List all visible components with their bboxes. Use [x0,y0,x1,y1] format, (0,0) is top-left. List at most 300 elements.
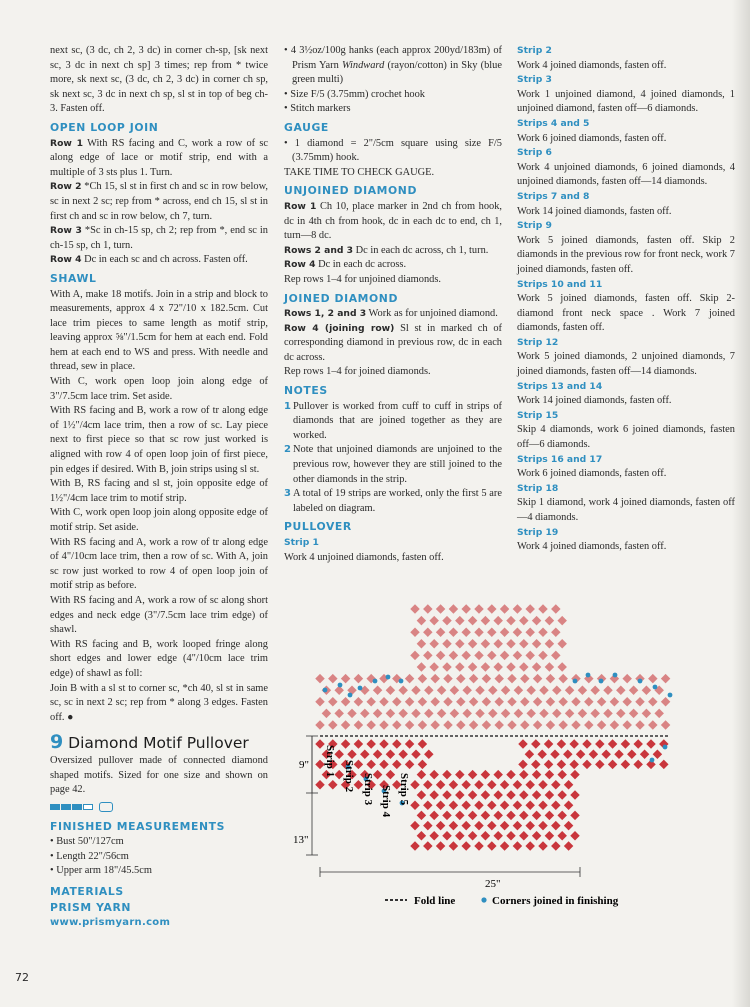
diamond-motif [487,651,497,661]
joined-row: Row 4 (joining row) Sl st in marked ch of corresponding diamond in previous row, dc in each dc across. [284,322,502,363]
diamond-motif [653,749,663,759]
strip-label-3: Strip 3 [362,773,374,806]
diamond-motif [481,790,491,800]
diamond-motif [450,685,460,695]
diamond-motif [373,685,383,695]
strip-text: Skip 4 diamonds, work 6 joined diamonds, fasten off—6 diamonds. [517,424,735,451]
corner-join-dot [358,686,363,691]
intro-paragraph: next sc, (3 dc, ch 2, 3 dc) in corner ch-sp, [sk next sc, 3 dc in next ch sp] 3 times; rep from * twice more, sk next sc, (3 dc, ch 2, 3 dc) in corner ch sp, sk next sc, 3 dc in next ch sp, sl st in top of beg ch-3. Fasten off. [50,45,268,115]
diamond-motif [423,780,433,790]
diamond-motif [525,821,535,831]
column-3 [517,44,735,555]
diamond-motif [474,800,484,810]
diamond-motif [392,760,402,770]
diamond-motif [443,697,453,707]
diamond-motif [661,674,671,684]
diamond-motif [551,800,561,810]
diamond-motif [532,770,542,780]
diamond-motif [487,604,497,614]
diamond-motif [557,811,567,821]
diamond-motif [507,720,517,730]
diamond-motif [500,651,510,661]
diamond-motif [545,831,555,841]
diamond-motif [455,616,465,626]
diamond-motif [328,780,338,790]
strip-text: Work 4 unjoined diamonds, 6 joined diamonds, 4 unjoined diamonds, fasten off—14 diamonds. [517,161,735,188]
diamond-motif [640,749,650,759]
pattern-number: 9 [50,731,64,754]
diamond-motif [411,749,421,759]
diamond-motif [532,662,542,672]
diamond-motif [487,841,497,851]
skill-segment [72,804,82,810]
strip-text: Work 6 joined diamonds, fasten off. [517,468,667,480]
diamond-motif [462,685,472,695]
diamond-motif [532,616,542,626]
diamond-motif [525,800,535,810]
diamond-motif [506,770,516,780]
diamond-motif [443,674,453,684]
diamond-motif [544,739,554,749]
diamond-motif [386,709,396,719]
diamond-motif [328,674,338,684]
diamond-motif [519,811,529,821]
diamond-motif [569,760,579,770]
diamond-motif [468,616,478,626]
diamond-motif [571,697,581,707]
strip-label: Strips 13 and 14 [517,380,603,392]
diamond-motif [461,780,471,790]
diamond-motif [341,674,351,684]
strip-text: Skip 1 diamond, work 4 joined diamonds, fasten off—4 diamonds. [517,497,735,523]
corner-join-dot [613,673,618,678]
diamond-motif [551,604,561,614]
shawl-paragraph: With C, work open loop join along opposite edge of motif strip. Set aside. [50,507,268,533]
finished-measurements-heading: FINISHED MEASUREMENTS [50,819,225,833]
strip-label: Strips 7 and 8 [517,190,590,202]
diamond-motif [551,780,561,790]
diamond-motif [315,674,325,684]
diamond-motif [436,821,446,831]
diamond-motif [539,685,549,695]
diamond-motif [474,841,484,851]
diamond-motif [468,662,478,672]
corner-join-dot [638,679,643,684]
note-item: 1 Pullover is worked from cuff to cuff in strips of diamonds that are joined together as they are worked. [284,400,502,441]
diamond-motif [442,831,452,841]
diamond-motif [582,739,592,749]
diamond-motif [570,770,580,780]
shawl-paragraph: With RS facing and A, work a row of sc along short edges and neck edge (3"/7.5cm lace trim edge) of shawl. [50,594,268,636]
diamond-motif [443,720,453,730]
diamond-motif [449,821,459,831]
diamond-motif [621,739,631,749]
column-2 [284,44,502,565]
diamond-motif [616,709,626,719]
diamond-motif [551,821,561,831]
diamond-motif [430,720,440,730]
diamond-motif [648,720,658,730]
diamond-motif [411,685,421,695]
diamond-motif [564,841,574,851]
diamond-motif [354,697,364,707]
diamond-motif [468,811,478,821]
pullover-heading: PULLOVER [284,520,352,534]
yarn-brand-heading: PRISM YARN [50,900,132,914]
strip-text: Work 14 joined diamonds, fasten off. [517,205,672,217]
strip-label: Strip 9 [517,220,552,232]
diamond-motif [525,841,535,851]
diamond-motif [341,697,351,707]
diamond-motif [429,616,439,626]
diamond-motif [622,674,632,684]
corner-join-dot [653,685,658,690]
corner-join-dot [373,679,378,684]
diamond-motif [493,831,503,841]
diamond-motif [481,831,491,841]
diamond-motif [474,821,484,831]
open-loop-row: Row 3 *Sc in ch-15 sp, ch 2; rep from *, end sc in ch-15 sp, ch 1, turn. [50,225,268,251]
diamond-motif [597,697,607,707]
skill-segment [61,804,71,810]
diamond-motif [442,639,452,649]
diamond-motif [455,811,465,821]
diamond-motif [538,651,548,661]
diamond-motif [481,811,491,821]
strip-label: Strip 18 [517,482,559,494]
diamond-motif [633,739,643,749]
diamond-motif [373,749,383,759]
shawl-paragraph: With B, RS facing and sl st, join opposite edge of 1½"/4cm lace trim to motif strip. [50,478,268,504]
diamond-motif [494,697,504,707]
diamond-motif [379,720,389,730]
diamond-motif [442,811,452,821]
diamond-motif [544,760,554,770]
diamond-motif [506,811,516,821]
corner-join-dot [348,693,353,698]
diamond-motif [461,841,471,851]
diamond-motif [437,709,447,719]
diamond-motif [614,749,624,759]
diamond-motif [526,709,536,719]
diamond-motif [366,697,376,707]
diamond-motif [442,770,452,780]
diamond-motif [410,780,420,790]
diamond-motif [532,811,542,821]
corner-join-dot [599,679,604,684]
diamond-motif [590,685,600,695]
diamond-motif [518,739,528,749]
diamond-motif [474,627,484,637]
diamond-motif [570,811,580,821]
diamond-motif [557,790,567,800]
material-item: • Stitch markers [284,103,351,115]
diamond-motif [500,627,510,637]
diamond-motif [551,627,561,637]
diamond-motif [450,709,460,719]
dimension-25-label: 25" [485,878,501,890]
diamond-motif [608,760,618,770]
diamond-motif [481,770,491,780]
diamond-motif [436,841,446,851]
diamond-motif [322,709,332,719]
diamond-motif [423,841,433,851]
diamond-motif [545,790,555,800]
diamond-motif [519,770,529,780]
diamond-motif [546,674,556,684]
shawl-paragraph: With A, make 18 motifs. Join in a strip and block to measurements, approx 4 x 72"/10 x 182.5cm. Cut lace trim pieces to same length as motif strip, leaving approx ⅝"/1.5cm for hem at each end. Fold hem at each end to WS and press. With needle and thread, sew in place. [50,288,268,373]
skill-segment-empty [83,804,93,810]
gauge-note: TAKE TIME TO CHECK GAUGE. [284,166,435,178]
corner-join-dot [650,758,655,763]
diamond-motif [347,749,357,759]
strip-label-1: Strip 1 [324,745,336,778]
diamond-motif [424,685,434,695]
diamond-motif [315,739,325,749]
diamond-motif [538,780,548,790]
diamond-motif [315,697,325,707]
diamond-motif [538,627,548,637]
diamond-motif [429,790,439,800]
diamond-motif [520,674,530,684]
diamond-motif [417,831,427,841]
diamond-motif [449,651,459,661]
diamond-motif [500,800,510,810]
diamond-motif [622,720,632,730]
diamond-motif [526,685,536,695]
strip-label: Strip 1 [284,537,319,548]
unjoined-repeat: Rep rows 1–4 for unjoined diamonds. [284,273,441,285]
note-item: 3 A total of 19 strips are worked, only the first 5 are labeled on diagram. [284,488,502,514]
corner-join-dot [573,679,578,684]
shawl-paragraph: With RS facing and B, work a row of tr along edge of 1½"/4cm lace trim, then a row of sc. Lay piece next to first piece so that sc row just worked is aligned with row 4 of open loop join of first piece, pin edges if desired. With B, join strips using sl st. [50,405,268,475]
diamond-motif [545,639,555,649]
diamond-motif [520,697,530,707]
diamond-motif [475,685,485,695]
diamond-motif [410,604,420,614]
diamond-motif [564,821,574,831]
yarn-url-link[interactable]: www.prismyarn.com [50,917,171,929]
diamond-motif [424,709,434,719]
pattern-title [50,731,268,754]
diamond-motif [423,821,433,831]
diamond-motif [648,674,658,684]
diamond-motif [538,821,548,831]
open-loop-heading: OPEN LOOP JOIN [50,120,159,134]
materials-heading: MATERIALS [50,885,124,899]
diamond-motif [461,604,471,614]
diamond-motif [469,697,479,707]
diamond-motif [442,790,452,800]
measurement-item: • Bust 50"/127cm [50,836,124,848]
diamond-motif [341,739,351,749]
diamond-motif [525,627,535,637]
diamond-motif [411,709,421,719]
diamond-motif [315,720,325,730]
pattern-name: Diamond Motif Pullover [68,734,249,753]
diamond-motif [341,720,351,730]
diamond-motif [405,760,415,770]
diamond-motif [514,685,524,695]
gauge-heading: GAUGE [284,120,329,134]
diamond-motif [405,674,415,684]
diamond-motif [546,697,556,707]
diamond-motif [417,811,427,821]
diamond-motif [537,749,547,759]
diamond-motif [456,720,466,730]
diamond-motif [635,697,645,707]
diamond-motif [539,709,549,719]
diamond-motif [551,841,561,851]
diamond-motif [481,639,491,649]
diamond-motif [500,780,510,790]
diamond-motif [578,709,588,719]
diamond-motif [563,749,573,759]
diamond-motif [449,780,459,790]
diamond-motif [603,709,613,719]
legend-corners-label: Corners joined in finishing [492,895,619,907]
diamond-motif [436,604,446,614]
diamond-motif [449,627,459,637]
diamond-motif [571,720,581,730]
diamond-motif [487,821,497,831]
diamond-motif [379,697,389,707]
diamond-motif [379,760,389,770]
diamond-motif [398,709,408,719]
strip-label: Strip 15 [517,409,559,421]
diamond-motif [661,697,671,707]
diamond-motif [610,697,620,707]
diamond-motif [469,674,479,684]
strip-label: Strip 3 [517,74,552,86]
diamond-motif [531,739,541,749]
diamond-motif [487,627,497,637]
diamond-motif [328,720,338,730]
diamond-motif [360,749,370,759]
diamond-motif [482,674,492,684]
diamond-motif [558,720,568,730]
diamond-motif [513,627,523,637]
shawl-paragraph: With C, work open loop join along edge of 3"/7.5cm lace trim. Set aside. [50,376,268,402]
diamond-motif [500,604,510,614]
diamond-motif [423,627,433,637]
strip-label: Strips 16 and 17 [517,453,603,465]
diamond-motif [513,651,523,661]
notes-heading: NOTES [284,384,328,398]
diamond-motif [328,697,338,707]
diamond-motif [405,720,415,730]
diamond-motif [455,831,465,841]
strip-label-5: Strip 5 [398,773,410,806]
diamond-motif [558,674,568,684]
strip-label: Strip 6 [517,147,552,159]
diamond-motif [398,685,408,695]
diamond-motif [654,709,664,719]
diamond-motif [610,720,620,730]
diamond-motif [315,780,325,790]
diamond-motif [418,739,428,749]
diamond-motif [493,616,503,626]
diamond-motif [487,800,497,810]
diamond-motif [429,662,439,672]
diamond-motif [354,720,364,730]
diamond-motif [474,780,484,790]
strip-text: Work 4 joined diamonds, fasten off. [517,59,667,71]
pattern-description: Oversized pullover made of connected diamond shaped motifs. Sized for one size and shown on page 42. [50,754,268,796]
diamond-motif [642,685,652,695]
diamond-motif [519,616,529,626]
diamond-motif [360,709,370,719]
diamond-motif [627,749,637,759]
strip-label-2: Strip 2 [343,760,355,793]
diamond-motif [565,685,575,695]
diamond-motif [469,720,479,730]
diamond-motif [570,831,580,841]
diamond-motif [552,709,562,719]
diamond-motif [507,697,517,707]
diamond-motif [646,739,656,749]
diamond-motif [410,627,420,637]
diamond-motif [487,780,497,790]
diamond-motif [635,720,645,730]
diamond-motif [430,674,440,684]
diamond-motif [482,697,492,707]
diamond-motif [418,674,428,684]
diamond-motif [315,760,325,770]
diamond-motif [449,800,459,810]
skill-level [50,802,268,812]
diamond-motif [595,739,605,749]
diamond-motif [648,697,658,707]
diamond-motif [584,720,594,730]
diamond-motif [493,662,503,672]
diamond-motif [546,720,556,730]
diamond-motif [429,811,439,821]
diamond-motif [552,685,562,695]
diamond-motif [482,720,492,730]
strip-text: Work 5 joined diamonds, fasten off. Skip 2-diamond front neck space . Work 7 joined diamonds, fasten off. [517,293,735,334]
skill-segment [50,804,60,810]
diamond-motif [557,739,567,749]
diamond-motif [366,739,376,749]
diamond-motif [455,770,465,780]
diamond-motif [545,616,555,626]
measurement-item: • Upper arm 18"/45.5cm [50,865,152,877]
corner-join-dot [386,675,391,680]
legend-fold-label: Fold line [414,895,456,907]
diamond-motif [584,697,594,707]
diamond-motif [405,697,415,707]
diamond-motif [557,662,567,672]
diamond-motif [468,831,478,841]
diamond-motif [616,685,626,695]
diamond-motif [423,604,433,614]
diamond-motif [513,780,523,790]
diamond-motif [423,651,433,661]
diamond-motif [525,780,535,790]
diamond-motif [379,739,389,749]
diamond-motif [468,770,478,780]
diamond-motif [557,616,567,626]
corner-join-dot [323,688,328,693]
strip-label: Strip 2 [517,45,552,56]
corner-join-dot [399,679,404,684]
diamond-motif [520,720,530,730]
diamond-motif [525,651,535,661]
diamond-motif [531,760,541,770]
diamond-motif [506,639,516,649]
diamond-motif [417,616,427,626]
